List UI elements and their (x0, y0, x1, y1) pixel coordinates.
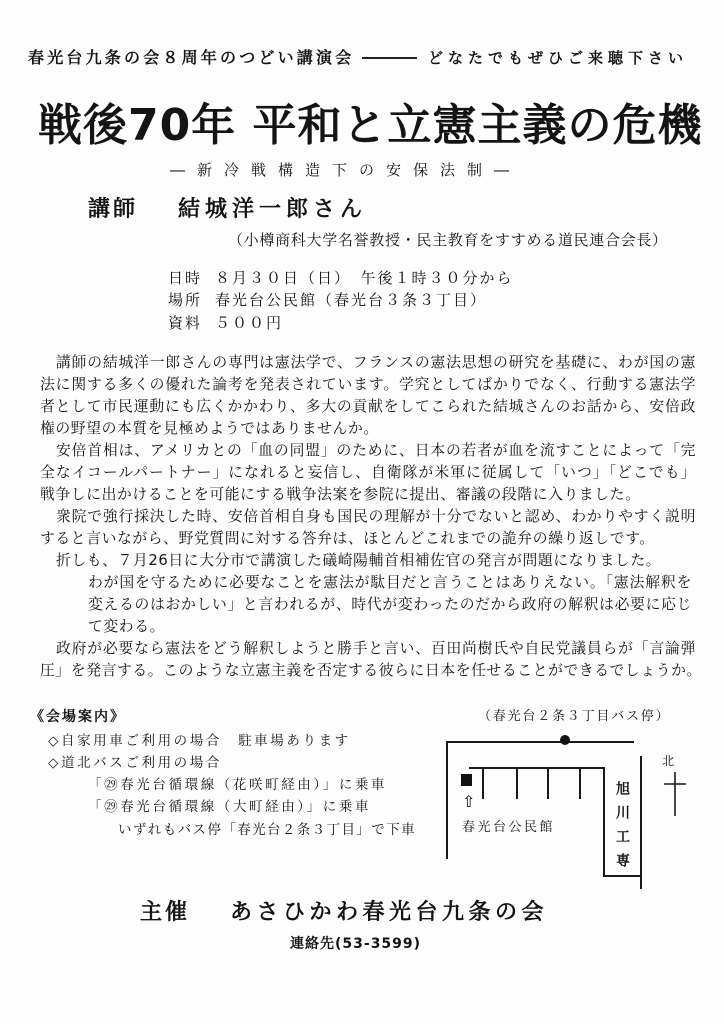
body-paragraph (40, 440, 696, 506)
contact-info: 連絡先(53-3599) (290, 936, 422, 952)
detail-row-date (168, 268, 568, 288)
speaker-name: 結城洋一郎さん (178, 197, 368, 222)
body-line: 講師の結城洋一郎さんの専門は憲法学で、フランスの憲法思想の研究を基礎に、わが国の憲 (56, 354, 696, 371)
subtitle: ―新冷戦構造下の安保法制― (170, 161, 522, 179)
body-line: 衆院で強行採決した時、安倍首相自身も国民の理解が十分でないと認め、わかりやすく説明 (56, 508, 696, 525)
map-venue-label: 春光台公民館 (462, 820, 556, 835)
speaker-label: 講師 (88, 197, 139, 222)
page-title: 戦後70年 平和と立憲主義の危機 (38, 100, 703, 151)
detail-row-place (168, 290, 568, 310)
body-paragraph (40, 638, 702, 682)
body-line: 者として市民運動にも広くかかわり、多大の貢献をしてこられた結城さんのお話から、安倍政 (40, 398, 696, 415)
event-announcement: 春光台九条の会８周年のつどい講演会 (28, 48, 355, 67)
detail-value: 春光台公民館（春光台３条３丁目） (215, 291, 488, 309)
body-line: 政府が必要なら憲法をどう解釈しようと勝手と言い、百田尚樹氏や自民党議員らが「言論弾 (56, 640, 696, 657)
organizer-name: あさひかわ春光台九条の会 (230, 900, 549, 925)
body-quote (40, 572, 696, 638)
speaker-affiliation: （小樽商科大学名誉教授・民主教育をすすめる道民連合会長） (228, 231, 668, 249)
body-paragraph (40, 352, 696, 440)
body-line: 安倍首相は、アメリカとの「血の同盟」のために、日本の若者が血を流すことによって「完 (56, 442, 696, 459)
map-school-label: 旭川工専 (614, 781, 630, 877)
bus-route: 「㉙春光台循環線（花咲町経由）」に乗車 (88, 777, 388, 793)
body-line: 法に関する多くの優れた論考を発表されています。学究としてばかりでなく、行動する憲法学 (40, 376, 696, 393)
body-line: 折しも、７月26日に大分市で講演した礒崎陽輔首相補佐官の発言が問題になりました。 (56, 552, 662, 569)
quote-line: 変えるのはおかしい」と言われるが、時代が変わったのだから政府の解釈は必要に応じ (88, 596, 692, 613)
bus-stop-instruction: いずれもバス停「春光台２条３丁目」で下車 (118, 822, 416, 838)
body-paragraph (40, 550, 696, 572)
map-north-label: 北 (662, 754, 675, 768)
venue-map (440, 700, 700, 900)
bus-route: 「㉙春光台循環線（大町経由）」に乗車 (88, 799, 372, 815)
venue-marker (461, 774, 472, 786)
access-heading: 《会場案内》 (30, 709, 126, 725)
quote-line: て変わる。 (88, 618, 165, 635)
detail-label: 日時 (168, 269, 203, 287)
access-by-car: ◇自家用車ご利用の場合 駐車場あります (48, 733, 351, 749)
body-line: すると言いながら、野党質問に対する答弁は、ほとんどこれまでの詭弁の繰り返しです。 (40, 530, 655, 547)
body-paragraph (40, 506, 696, 550)
up-arrow-icon: ⇧ (462, 792, 476, 811)
north-compass-icon (664, 772, 686, 816)
body-line: 全なイコールパートナー」になれると妄信し、自衛隊が米軍に従属して「いつ」「どこでも」 (40, 464, 696, 481)
invitation-text: どなたでもぜひご来聴下さい (428, 49, 689, 67)
map-bus-stop-label: （春光台２条３丁目バス停） (478, 709, 671, 724)
detail-value: ８月３０日（日） 午後１時３０分から (215, 269, 514, 287)
detail-value: ５００円 (215, 314, 284, 332)
detail-label: 資料 (168, 314, 203, 332)
quote-line: わが国を守るために必要なことを憲法が駄目だと言うことはありえない。「憲法解釈を (88, 574, 692, 591)
body-text (40, 352, 702, 682)
detail-label: 場所 (168, 291, 203, 309)
organizer-label: 主催 (140, 900, 191, 925)
body-line: 戦争しに出かけることを可能にする戦争法案を参院に提出、審議の段階に入りました。 (40, 486, 641, 503)
header-dash-rule (362, 57, 417, 59)
bus-stop-marker (560, 735, 570, 745)
detail-row-fee (168, 313, 568, 333)
body-line: 圧」を発言する。このような立憲主義を否定する彼らに日本を任せることができるでしょうか。 (40, 662, 702, 679)
body-line: 権の野望の本質を見極めようではありませんか。 (40, 420, 379, 437)
access-by-bus: ◇道北バスご利用の場合 (48, 755, 222, 771)
